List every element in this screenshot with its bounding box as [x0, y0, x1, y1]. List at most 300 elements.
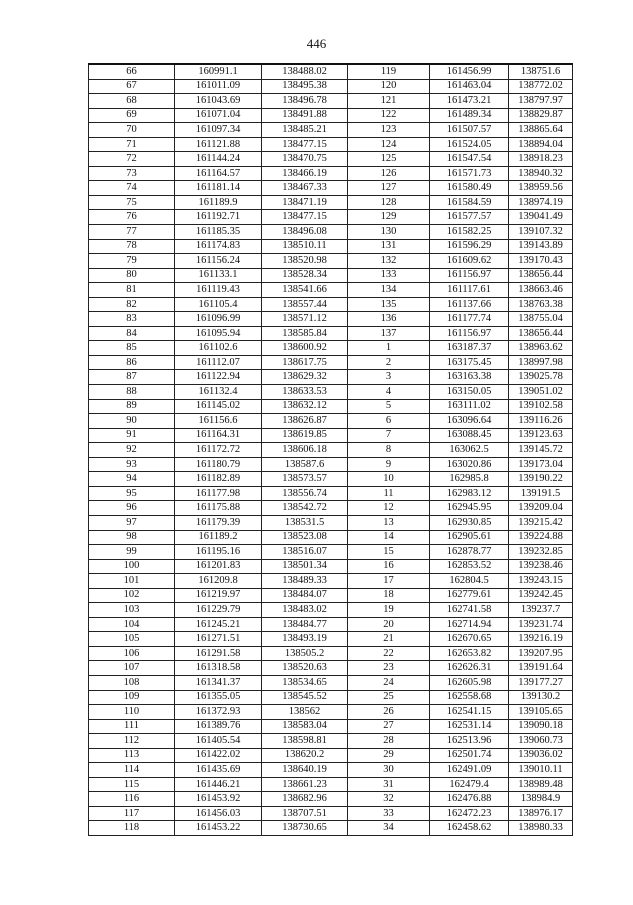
x-coordinate-left: 161189.2: [175, 530, 262, 545]
x-coordinate-left: 161229.79: [175, 603, 262, 618]
y-coordinate-left: 138598.81: [262, 734, 348, 749]
point-number-right: 15: [348, 545, 430, 560]
point-number-right: 22: [348, 646, 430, 661]
y-coordinate-left: 138470.75: [262, 152, 348, 167]
x-coordinate-right: 161577.57: [430, 210, 509, 225]
point-number-left: 100: [89, 559, 175, 574]
point-number-left: 115: [89, 777, 175, 792]
point-number-left: 93: [89, 457, 175, 472]
x-coordinate-left: 161456.03: [175, 806, 262, 821]
point-number-right: 4: [348, 385, 430, 400]
x-coordinate-right: 161524.05: [430, 137, 509, 152]
point-number-right: 130: [348, 225, 430, 240]
y-coordinate-right: 139116.26: [509, 414, 573, 429]
table-row: [89, 792, 573, 807]
x-coordinate-left: 161446.21: [175, 777, 262, 792]
y-coordinate-left: 138583.04: [262, 719, 348, 734]
x-coordinate-left: 161453.92: [175, 792, 262, 807]
y-coordinate-left: 138562: [262, 705, 348, 720]
page-number: 446: [306, 36, 327, 51]
x-coordinate-right: 162714.94: [430, 617, 509, 632]
point-number-right: 132: [348, 254, 430, 269]
x-coordinate-right: 162458.62: [430, 821, 509, 836]
coordinates-table: [88, 63, 573, 836]
y-coordinate-left: 138640.19: [262, 763, 348, 778]
x-coordinate-right: 163175.45: [430, 355, 509, 370]
x-coordinate-left: 161132.4: [175, 385, 262, 400]
point-number-right: 19: [348, 603, 430, 618]
y-coordinate-right: 138797.97: [509, 94, 573, 109]
y-coordinate-right: 139190.22: [509, 472, 573, 487]
x-coordinate-right: 161156.97: [430, 326, 509, 341]
x-coordinate-right: 163111.02: [430, 399, 509, 414]
y-coordinate-left: 138585.84: [262, 326, 348, 341]
point-number-right: 127: [348, 181, 430, 196]
y-coordinate-left: 138495.38: [262, 79, 348, 94]
table-row: [89, 515, 573, 530]
point-number-right: 119: [348, 64, 430, 79]
table-row: [89, 370, 573, 385]
table-row: [89, 225, 573, 240]
y-coordinate-right: 139170.43: [509, 254, 573, 269]
x-coordinate-right: 163163.38: [430, 370, 509, 385]
y-coordinate-right: 139232.85: [509, 545, 573, 560]
table-row: [89, 399, 573, 414]
point-number-right: 122: [348, 108, 430, 123]
x-coordinate-right: 161571.73: [430, 166, 509, 181]
coordinates-table-body: [89, 64, 573, 835]
y-coordinate-right: 139041.49: [509, 210, 573, 225]
table-row: [89, 748, 573, 763]
point-number-left: 90: [89, 414, 175, 429]
y-coordinate-right: 138997.98: [509, 355, 573, 370]
y-coordinate-left: 138483.02: [262, 603, 348, 618]
point-number-left: 91: [89, 428, 175, 443]
point-number-left: 118: [89, 821, 175, 836]
point-number-right: 135: [348, 297, 430, 312]
table-row: [89, 574, 573, 589]
y-coordinate-left: 138528.34: [262, 268, 348, 283]
x-coordinate-left: 161181.14: [175, 181, 262, 196]
point-number-left: 112: [89, 734, 175, 749]
x-coordinate-right: 162626.31: [430, 661, 509, 676]
y-coordinate-left: 138520.63: [262, 661, 348, 676]
table-row: [89, 472, 573, 487]
x-coordinate-left: 161209.8: [175, 574, 262, 589]
x-coordinate-right: 163020.86: [430, 457, 509, 472]
x-coordinate-left: 161179.39: [175, 515, 262, 530]
x-coordinate-left: 161174.83: [175, 239, 262, 254]
x-coordinate-right: 163088.45: [430, 428, 509, 443]
table-row: [89, 617, 573, 632]
y-coordinate-right: 139177.27: [509, 675, 573, 690]
point-number-right: 1: [348, 341, 430, 356]
point-number-left: 103: [89, 603, 175, 618]
x-coordinate-left: 161182.89: [175, 472, 262, 487]
y-coordinate-left: 138661.23: [262, 777, 348, 792]
x-coordinate-left: 161185.35: [175, 225, 262, 240]
point-number-right: 14: [348, 530, 430, 545]
table-row: [89, 414, 573, 429]
point-number-right: 13: [348, 515, 430, 530]
table-row: [89, 734, 573, 749]
point-number-right: 20: [348, 617, 430, 632]
point-number-left: 109: [89, 690, 175, 705]
y-coordinate-left: 138516.07: [262, 545, 348, 560]
table-row: [89, 355, 573, 370]
x-coordinate-right: 162513.96: [430, 734, 509, 749]
table-row: [89, 297, 573, 312]
table-row: [89, 705, 573, 720]
point-number-right: 137: [348, 326, 430, 341]
y-coordinate-right: 138984.9: [509, 792, 573, 807]
point-number-right: 5: [348, 399, 430, 414]
x-coordinate-right: 161547.54: [430, 152, 509, 167]
x-coordinate-left: 161192.71: [175, 210, 262, 225]
table-row: [89, 675, 573, 690]
point-number-right: 34: [348, 821, 430, 836]
y-coordinate-right: 138980.33: [509, 821, 573, 836]
y-coordinate-right: 139207.95: [509, 646, 573, 661]
y-coordinate-left: 138556.74: [262, 486, 348, 501]
point-number-left: 92: [89, 443, 175, 458]
point-number-right: 27: [348, 719, 430, 734]
y-coordinate-right: 139130.2: [509, 690, 573, 705]
x-coordinate-right: 162905.61: [430, 530, 509, 545]
x-coordinate-right: 162985.8: [430, 472, 509, 487]
point-number-left: 71: [89, 137, 175, 152]
point-number-right: 124: [348, 137, 430, 152]
y-coordinate-right: 139216.19: [509, 632, 573, 647]
point-number-left: 66: [89, 64, 175, 79]
table-row: [89, 777, 573, 792]
y-coordinate-left: 138534.65: [262, 675, 348, 690]
y-coordinate-left: 138541.66: [262, 283, 348, 298]
x-coordinate-left: 161405.54: [175, 734, 262, 749]
table-row: [89, 64, 573, 79]
x-coordinate-right: 162653.82: [430, 646, 509, 661]
table-row: [89, 763, 573, 778]
point-number-right: 28: [348, 734, 430, 749]
x-coordinate-right: 162558.68: [430, 690, 509, 705]
point-number-left: 97: [89, 515, 175, 530]
y-coordinate-left: 138531.5: [262, 515, 348, 530]
y-coordinate-left: 138573.57: [262, 472, 348, 487]
x-coordinate-right: 162945.95: [430, 501, 509, 516]
point-number-left: 68: [89, 94, 175, 109]
x-coordinate-left: 161291.58: [175, 646, 262, 661]
x-coordinate-left: 161245.21: [175, 617, 262, 632]
x-coordinate-left: 161389.76: [175, 719, 262, 734]
x-coordinate-left: 161318.58: [175, 661, 262, 676]
table-row: [89, 632, 573, 647]
y-coordinate-left: 138587.6: [262, 457, 348, 472]
x-coordinate-right: 161456.99: [430, 64, 509, 79]
x-coordinate-right: 161507.57: [430, 123, 509, 138]
x-coordinate-right: 162491.09: [430, 763, 509, 778]
point-number-left: 75: [89, 195, 175, 210]
x-coordinate-right: 162476.88: [430, 792, 509, 807]
y-coordinate-right: 139107.32: [509, 225, 573, 240]
point-number-right: 16: [348, 559, 430, 574]
point-number-left: 89: [89, 399, 175, 414]
point-number-right: 21: [348, 632, 430, 647]
x-coordinate-left: 161180.79: [175, 457, 262, 472]
table-row: [89, 123, 573, 138]
y-coordinate-right: 138656.44: [509, 326, 573, 341]
point-number-right: 12: [348, 501, 430, 516]
y-coordinate-right: 139025.78: [509, 370, 573, 385]
y-coordinate-left: 138466.19: [262, 166, 348, 181]
x-coordinate-left: 161164.31: [175, 428, 262, 443]
x-coordinate-right: 162670.65: [430, 632, 509, 647]
y-coordinate-left: 138520.98: [262, 254, 348, 269]
y-coordinate-right: 138959.56: [509, 181, 573, 196]
x-coordinate-left: 161355.05: [175, 690, 262, 705]
x-coordinate-right: 162779.61: [430, 588, 509, 603]
x-coordinate-left: 161133.1: [175, 268, 262, 283]
x-coordinate-left: 161177.98: [175, 486, 262, 501]
y-coordinate-left: 138491.88: [262, 108, 348, 123]
point-number-right: 3: [348, 370, 430, 385]
y-coordinate-right: 139215.42: [509, 515, 573, 530]
table-row: [89, 719, 573, 734]
y-coordinate-right: 139224.88: [509, 530, 573, 545]
x-coordinate-left: 161011.09: [175, 79, 262, 94]
y-coordinate-right: 139090.18: [509, 719, 573, 734]
x-coordinate-left: 161095.94: [175, 326, 262, 341]
y-coordinate-left: 138619.85: [262, 428, 348, 443]
x-coordinate-left: 161144.24: [175, 152, 262, 167]
x-coordinate-right: 162472.23: [430, 806, 509, 821]
table-row: [89, 806, 573, 821]
point-number-left: 96: [89, 501, 175, 516]
x-coordinate-left: 161112.07: [175, 355, 262, 370]
point-number-right: 26: [348, 705, 430, 720]
y-coordinate-left: 138477.15: [262, 210, 348, 225]
table-row: [89, 152, 573, 167]
x-coordinate-right: 161489.34: [430, 108, 509, 123]
y-coordinate-left: 138682.96: [262, 792, 348, 807]
y-coordinate-left: 138489.33: [262, 574, 348, 589]
x-coordinate-right: 163062.5: [430, 443, 509, 458]
point-number-left: 113: [89, 748, 175, 763]
point-number-left: 79: [89, 254, 175, 269]
y-coordinate-right: 138772.02: [509, 79, 573, 94]
table-row: [89, 443, 573, 458]
y-coordinate-right: 139237.7: [509, 603, 573, 618]
x-coordinate-right: 161584.59: [430, 195, 509, 210]
x-coordinate-right: 162804.5: [430, 574, 509, 589]
table-row: [89, 108, 573, 123]
point-number-left: 94: [89, 472, 175, 487]
y-coordinate-left: 138501.34: [262, 559, 348, 574]
table-row: [89, 545, 573, 560]
x-coordinate-left: 161422.02: [175, 748, 262, 763]
point-number-right: 31: [348, 777, 430, 792]
y-coordinate-right: 139243.15: [509, 574, 573, 589]
table-row: [89, 530, 573, 545]
y-coordinate-left: 138542.72: [262, 501, 348, 516]
table-row: [89, 341, 573, 356]
y-coordinate-right: 139145.72: [509, 443, 573, 458]
point-number-left: 99: [89, 545, 175, 560]
point-number-right: 11: [348, 486, 430, 501]
x-coordinate-left: 161271.51: [175, 632, 262, 647]
y-coordinate-left: 138606.18: [262, 443, 348, 458]
point-number-left: 105: [89, 632, 175, 647]
point-number-left: 69: [89, 108, 175, 123]
point-number-right: 128: [348, 195, 430, 210]
y-coordinate-right: 139105.65: [509, 705, 573, 720]
x-coordinate-left: 161156.6: [175, 414, 262, 429]
table-row: [89, 94, 573, 109]
y-coordinate-left: 138707.51: [262, 806, 348, 821]
x-coordinate-right: 162853.52: [430, 559, 509, 574]
y-coordinate-left: 138496.78: [262, 94, 348, 109]
point-number-right: 10: [348, 472, 430, 487]
point-number-left: 82: [89, 297, 175, 312]
x-coordinate-right: 162878.77: [430, 545, 509, 560]
point-number-right: 2: [348, 355, 430, 370]
y-coordinate-left: 138632.12: [262, 399, 348, 414]
y-coordinate-left: 138730.65: [262, 821, 348, 836]
x-coordinate-left: 161172.72: [175, 443, 262, 458]
x-coordinate-left: 161121.88: [175, 137, 262, 152]
point-number-left: 87: [89, 370, 175, 385]
y-coordinate-left: 138488.02: [262, 64, 348, 79]
point-number-left: 80: [89, 268, 175, 283]
point-number-left: 110: [89, 705, 175, 720]
x-coordinate-right: 161473.21: [430, 94, 509, 109]
table-row: [89, 588, 573, 603]
y-coordinate-right: 139238.46: [509, 559, 573, 574]
x-coordinate-right: 162983.12: [430, 486, 509, 501]
table-row: [89, 661, 573, 676]
x-coordinate-left: 161201.83: [175, 559, 262, 574]
y-coordinate-left: 138633.53: [262, 385, 348, 400]
x-coordinate-right: 161582.25: [430, 225, 509, 240]
point-number-left: 81: [89, 283, 175, 298]
point-number-left: 67: [89, 79, 175, 94]
y-coordinate-right: 139060.73: [509, 734, 573, 749]
y-coordinate-right: 138829.87: [509, 108, 573, 123]
y-coordinate-left: 138600.92: [262, 341, 348, 356]
x-coordinate-left: 161043.69: [175, 94, 262, 109]
point-number-left: 85: [89, 341, 175, 356]
table-row: [89, 690, 573, 705]
y-coordinate-left: 138629.32: [262, 370, 348, 385]
x-coordinate-right: 161596.29: [430, 239, 509, 254]
x-coordinate-right: 161156.97: [430, 268, 509, 283]
point-number-right: 136: [348, 312, 430, 327]
table-row: [89, 457, 573, 472]
y-coordinate-right: 138663.46: [509, 283, 573, 298]
y-coordinate-left: 138493.19: [262, 632, 348, 647]
x-coordinate-left: 161071.04: [175, 108, 262, 123]
y-coordinate-left: 138496.08: [262, 225, 348, 240]
table-row: [89, 210, 573, 225]
x-coordinate-left: 161195.16: [175, 545, 262, 560]
y-coordinate-left: 138505.2: [262, 646, 348, 661]
x-coordinate-left: 161145.02: [175, 399, 262, 414]
table-row: [89, 283, 573, 298]
y-coordinate-right: 139036.02: [509, 748, 573, 763]
y-coordinate-left: 138571.12: [262, 312, 348, 327]
x-coordinate-right: 163096.64: [430, 414, 509, 429]
y-coordinate-right: 138865.64: [509, 123, 573, 138]
point-number-left: 116: [89, 792, 175, 807]
y-coordinate-left: 138485.21: [262, 123, 348, 138]
x-coordinate-right: 162930.85: [430, 515, 509, 530]
point-number-left: 88: [89, 385, 175, 400]
y-coordinate-left: 138557.44: [262, 297, 348, 312]
table-row: [89, 166, 573, 181]
y-coordinate-left: 138626.87: [262, 414, 348, 429]
point-number-left: 74: [89, 181, 175, 196]
point-number-right: 23: [348, 661, 430, 676]
point-number-right: 18: [348, 588, 430, 603]
x-coordinate-left: 161219.97: [175, 588, 262, 603]
y-coordinate-right: 139010.11: [509, 763, 573, 778]
table-row: [89, 195, 573, 210]
table-row: [89, 181, 573, 196]
table-row: [89, 254, 573, 269]
table-row: [89, 385, 573, 400]
x-coordinate-right: 161463.04: [430, 79, 509, 94]
point-number-right: 120: [348, 79, 430, 94]
point-number-right: 8: [348, 443, 430, 458]
point-number-left: 86: [89, 355, 175, 370]
y-coordinate-left: 138467.33: [262, 181, 348, 196]
point-number-left: 114: [89, 763, 175, 778]
table-row: [89, 501, 573, 516]
point-number-right: 121: [348, 94, 430, 109]
point-number-left: 83: [89, 312, 175, 327]
y-coordinate-right: 138656.44: [509, 268, 573, 283]
x-coordinate-right: 161137.66: [430, 297, 509, 312]
table-row: [89, 79, 573, 94]
y-coordinate-right: 139191.5: [509, 486, 573, 501]
table-row: [89, 326, 573, 341]
y-coordinate-right: 139123.63: [509, 428, 573, 443]
x-coordinate-left: 161372.93: [175, 705, 262, 720]
x-coordinate-right: 162479.4: [430, 777, 509, 792]
point-number-left: 76: [89, 210, 175, 225]
table-row: [89, 646, 573, 661]
point-number-right: 131: [348, 239, 430, 254]
x-coordinate-right: 163150.05: [430, 385, 509, 400]
x-coordinate-left: 161435.69: [175, 763, 262, 778]
y-coordinate-right: 138989.48: [509, 777, 573, 792]
point-number-right: 17: [348, 574, 430, 589]
table-row: [89, 428, 573, 443]
point-number-left: 70: [89, 123, 175, 138]
y-coordinate-left: 138617.75: [262, 355, 348, 370]
x-coordinate-left: 161156.24: [175, 254, 262, 269]
y-coordinate-right: 138940.32: [509, 166, 573, 181]
point-number-left: 77: [89, 225, 175, 240]
x-coordinate-left: 161096.99: [175, 312, 262, 327]
x-coordinate-right: 163187.37: [430, 341, 509, 356]
y-coordinate-right: 139242.45: [509, 588, 573, 603]
point-number-left: 111: [89, 719, 175, 734]
x-coordinate-right: 162531.14: [430, 719, 509, 734]
point-number-right: 6: [348, 414, 430, 429]
x-coordinate-left: 161341.37: [175, 675, 262, 690]
point-number-left: 101: [89, 574, 175, 589]
point-number-right: 133: [348, 268, 430, 283]
